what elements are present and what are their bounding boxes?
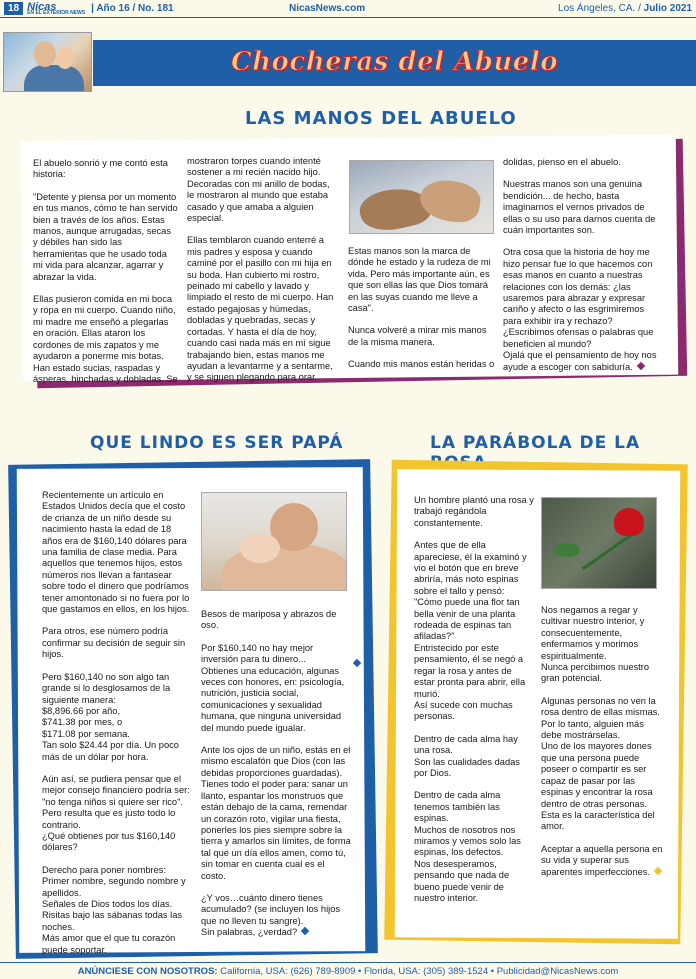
issue-date: Julio 2021: [643, 3, 692, 14]
page-number: 18: [4, 2, 23, 15]
section-banner: [93, 40, 696, 86]
top-bar: [0, 0, 696, 18]
issue-year: Año 16: [96, 3, 130, 14]
end-mark-icon: [301, 927, 309, 935]
article3-title: LA PARÁBOLA DE LA: [430, 433, 641, 453]
article1-col2: mostraron torpes cuando intenté sostener a mi recién nacido hijo. Decoradas con mi anillo de bodas, le mostraron al mundo que estaba casado y que amaba a alguien especial. Ellas temblaron cuando enterré a mis padres y esposa y cuando caminé por el pasillo con mi hija en su boda. Han cubierto mi rostro, peinado mi cabello y lavado y limpiado el resto de mi cuerpo. Han estado pegajosas y húmedas, dobladas y quebradas, secas y cortadas. Y hasta el día de hoy, cuando casi nada más en mí sigue trabajando bien, estas manos me ayudan a levantarme y a sentarme, y se siguen plegando para orar.: [187, 156, 334, 383]
article1-col4: dolidas, pienso en el abuelo. Nuestras manos son una genuina bendición... de hecho, basta imaginarnos el vernos privados de ellas o su uso para darnos cuenta de cuán importantes son. Otra cosa que la historia de hoy me hizo pensar fue lo que hacemos con esas manos en cuanto a nuestras relaciones con los demás: ¿las usaremos para abrazar y expresar cariño y afecto o las esgrimiremos para exhibir ira y rechazo? ¿Escribimos ofensas o palabras que beneficien al mundo? Ojalá que el pensamiento de hoy nos ayude a escoger con sabiduría.: [503, 157, 657, 372]
end-mark-icon: [636, 361, 644, 369]
article2-title: QUE LINDO ES SER PAPÁ: [90, 433, 344, 453]
site-name[interactable]: NicasNews.com: [289, 3, 366, 14]
article1-col1: El abuelo sonrió y me contó esta historia: "Detente y piensa por un momento en tus manos, cómo te han servido bien a través de los años. Estas manos, aunque arrugadas, secas y débiles han sido las herramientas que he usado toda mi vida para alcanzar, agarrar y abrazar la vida. Ellas pusieron comida en mi boca y ropa en mi cuerpo. Cuando niño, mi madre me enseñó a plegarlas en oración. Ellas ataron los cordones de mis zapatos y me ayudaron a ponerme mis botas. Han estado sucias, raspadas y ásperas, hinchadas y dobladas. Se: [33, 158, 178, 384]
hands-photo: [349, 160, 494, 234]
issue-number: No. 181: [138, 3, 174, 14]
grandfather-photo: [3, 32, 92, 92]
article1-col3: Estas manos son la marca de dónde he estado y la rudeza de mi vida. Pero más importante aún, es que son ellas las que Dios tomará en las suyas cuando me lleve a casa". Nunca volveré a mirar mis manos de la misma manera. Cuando mis manos están heridas o: [348, 246, 495, 370]
article1-title: LAS MANOS DEL ABUELO: [245, 108, 517, 129]
article3-col2: Nos negamos a regar y cultivar nuestro interior, y consecuentemente, enfermamos y morimos espiritualmente. Nunca percibimos nuestro gran potencial. Algunas personas no ven la rosa dentro de ellas mismas. Por lo tanto, alguien más debe mostrárselas. Uno de los mayores dones que una persona puede poseer o compartir es ser capaz de pasar por las espinas y encontrar la rosa dentro de otras personas. Esta es la característica del amor. Aceptar a aquella persona en su vida y superar sus aparentes imperfecciones.: [541, 605, 663, 877]
article2-col2: Besos de mariposa y abrazos de oso. Por $160,140 no hay mejor inversión para tu dinero... Obtienes una educación, algunas veces con honores, en: psicología, nutrición, justicia social, comunicaciones y sexualidad humana, que ninguna universidad del mundo puede igualar. Ante los ojos de un niño, estás en el mismo escalafón que Dios (con las debidas proporciones guardadas). Tienes todo el poder para: sanar un llanto, espantar los monstruos que están debajo de la cama, remendar un corazón roto, vigilar una fiesta, ponerles los pies siempre sobre la tierra y amarlos sin límites, de forma tal que un día ellos amen, como tú, sin tomar en cuenta cual es el costo. ¿Y vos…cuánto dinero tienes acumulado? (se incluyen los hijos que no lleven tu sangre). Sin palabras, ¿verdad?: [201, 609, 351, 938]
footer-lead: ANÚNCIESE CON NOSOTROS:: [77, 966, 218, 977]
footer-california-phone[interactable]: California, USA: (626) 789-8909: [220, 966, 356, 977]
footer-contact: [0, 962, 696, 979]
end-mark-icon: [654, 866, 662, 874]
article3-col1: Un hombre plantó una rosa y trabajó regándola constantemente. Antes que de ella apareciese, él la examinó y vio el botón que en breve abriría, más noto espinas sobre el tallo y pensó: "Cómo puede una flor tan bella venir de una planta rodeada de espinas tan afiladas?" Entristecido por este pensamiento, él se negó a regar la rosa y antes de estar pronta para abrir, ella murió. Así sucede con muchas personas. Dentro de cada alma hay una rosa. Son las cualidades dadas por Dios. Dentro de cada alma tenemos también las espinas. Muchos de nosotros nos miramos y vemos solo las espinas, los defectos. Nos desesperamos, pensando que nada de bueno puede venir de nuestro interior.: [414, 495, 534, 903]
footer-email[interactable]: • Publicidad@NicasNews.com: [490, 966, 619, 977]
logo-tagline: EN EL EXTERIOR NEWS: [27, 10, 86, 16]
footer-florida-phone[interactable]: • Florida, USA: (305) 389-1524: [358, 966, 489, 977]
logo: [27, 1, 85, 16]
location: Los Ángeles, CA.: [558, 3, 636, 14]
section-title: Chocheras del Abuelo: [230, 47, 559, 77]
article2-col1: Recientemente un artículo en Estados Unidos decía que el costo de crianza de un niño desde su nacimiento hasta la edad de 18 años era de $160,140 dólares para una familia de clase media. Para aquellos que tenemos hijos, estos números nos llevan a fantasear sobre todo el dinero que podríamos tener amontonado si no fuera por lo que gastamos en ellos, en los hijos. Para otros, ese número podría confirmar su decisión de seguir sin hijos. Pero $160,140 no son algo tan grande si lo desglosamos de la siguiente manera: $8,896.66 por año, $741.38 por mes, o $171.08 por semana. Tan solo $24.44 por día. Un poco más de un dólar por hora. Aún así, se pudiera pensar que el mejor consejo financiero podría ser: "no tenga niños si quiere ser rico". Pero resulta que es justo todo lo contrario. ¿Qué obtienes por tus $160,140 dólares? Derecho para poner nombres: Primer nombre, segundo nombre y apellidos. Señales de Dios todos los días. Risitas bajo las sábanas todas las noches. Más amor que el que tu corazón puede soportar.: [42, 490, 190, 955]
father-baby-photo: [201, 492, 347, 591]
location-date: Los Ángeles, CA. / Julio 2021: [558, 3, 692, 14]
rose-photo: [541, 497, 657, 589]
logo-text: Nicas: [27, 1, 57, 13]
issue-info: | Año 16 / No. 181: [91, 3, 174, 14]
